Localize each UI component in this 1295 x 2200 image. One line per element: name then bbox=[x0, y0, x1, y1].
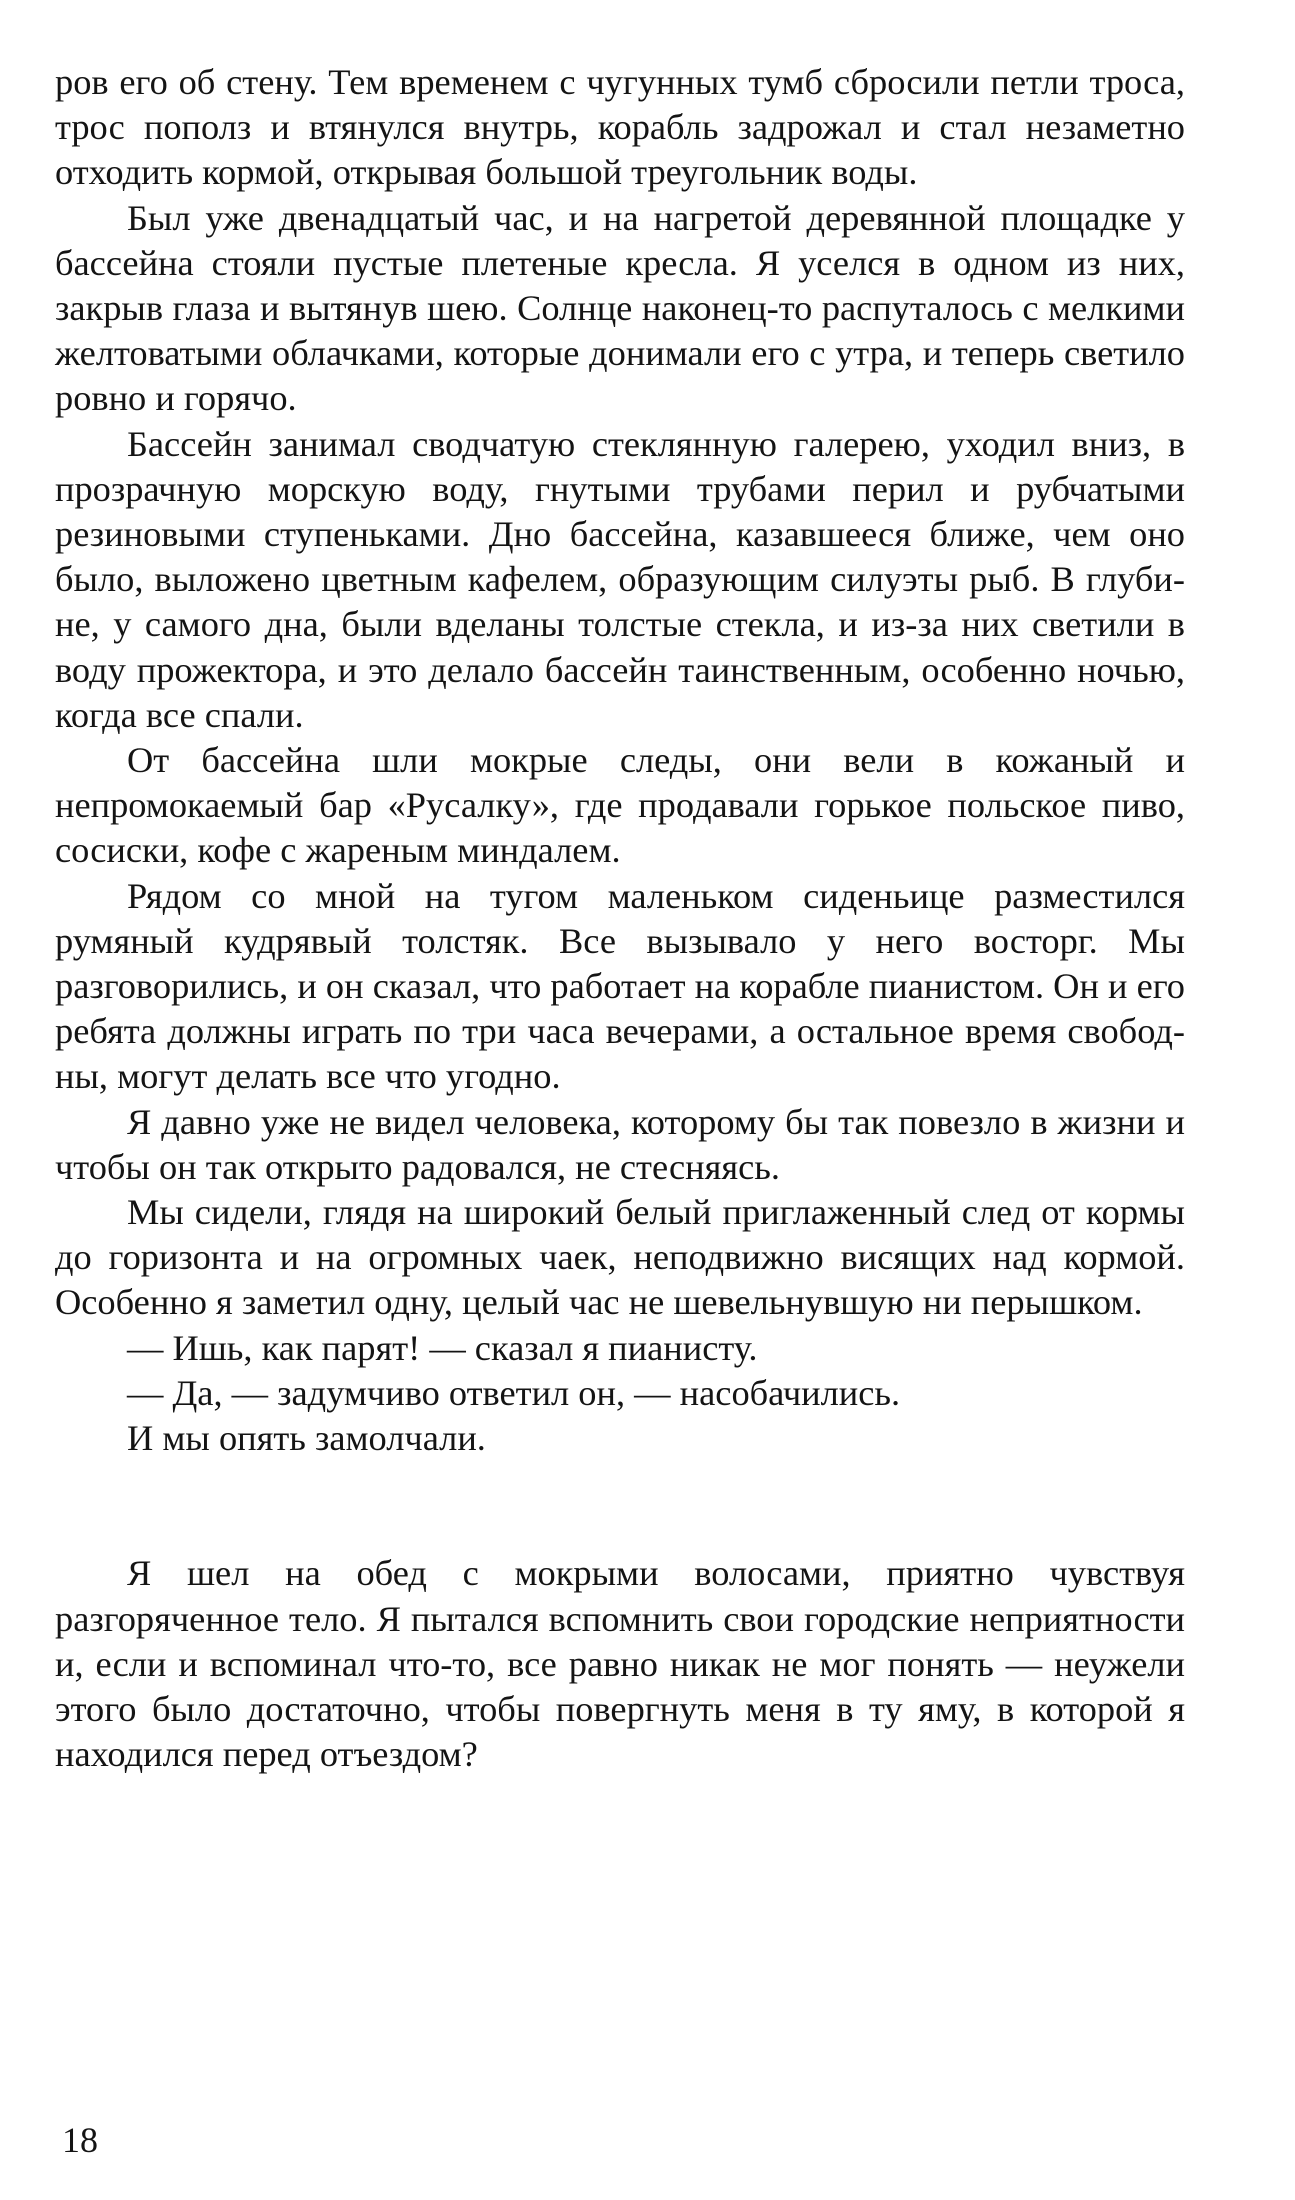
paragraph-pianist: Рядом со мной на тугом маленьком сиденьице разместился румяный кудрявый толстяк. Все вызывало у него восторг. Мы разговорились, и он сказал, что работает на корабле пианистом. Он и его ребята должны играть по три часа вечерами, а остальное время свободны, могут делать все что угодно. bbox=[55, 875, 1185, 1097]
page-number: 18 bbox=[62, 2120, 98, 2160]
paragraph-pool-description: Бассейн занимал сводчатую стеклянную галерею, уходил вниз, в прозрачную морскую воду, гнутыми трубами перил и рубчатыми резиновыми ступеньками. Дно бассейна, казавшееся ближе, чем оно было, выложено цветным кафелем, образующим силуэты рыб. В глубине, у самого дна, были вделаны толстые стекла, и из-за них светили в воду прожектора, и это делало бассейн таинственным, особенно ночью, когда все спали. bbox=[55, 423, 1185, 735]
book-page-text bbox=[55, 60, 1185, 1777]
dialog-line: И мы опять замолчали. bbox=[127, 1418, 486, 1459]
paragraph-gulls: Мы сидели, глядя на широкий белый приглаженный след от кормы до горизонта и на огромных чаек, неподвижно висящих над кормой. Особенно я заметил одну, целый час не шевельнувшую ни перышком. bbox=[55, 1192, 1185, 1323]
section-break bbox=[55, 1461, 1185, 1551]
paragraph-lucky-man: Я давно уже не видел человека, которому бы так повезло в жизни и чтобы он так открыто радовался, не стесняясь. bbox=[55, 1101, 1185, 1187]
paragraph-continued: ров его об стену. Тем временем с чугунных тумб сбросили петли троса, трос пополз и втянулся внутрь, корабль задрожал и стал незаметно отходить кормой, открывая большой треугольник воды. bbox=[55, 62, 1185, 193]
dialog-line: — Да, — задумчиво ответил он, — насобачились. bbox=[127, 1372, 901, 1413]
paragraph-dinner: Я шел на обед с мокрыми волосами, приятно чувствуя разгоряченное тело. Я пытался вспомнить свои городские неприятности и, если и вспоминал что-то, все равно никак не мог понять — неужели этого было достаточно, чтобы повергнуть меня в ту яму, в которой я находился перед отъездом? bbox=[55, 1553, 1185, 1775]
dialog-line: — Ишь, как парят! — сказал я пианисту. bbox=[127, 1327, 758, 1368]
paragraph-bar: От бассейна шли мокрые следы, они вели в кожаный и непромокаемый бар «Русалку», где продавали горькое польское пиво, сосиски, кофе с жареным миндалем. bbox=[55, 740, 1185, 871]
paragraph-pool-deck: Был уже двенадцатый час, и на нагретой деревянной площадке у бассейна стояли пустые плетеные кресла. Я уселся в одном из них, закрыв глаза и вытянув шею. Солнце наконец-то распуталось с мелкими желтоватыми облачками, которые донимали его с утра, и теперь светило ровно и горячо. bbox=[55, 197, 1185, 419]
